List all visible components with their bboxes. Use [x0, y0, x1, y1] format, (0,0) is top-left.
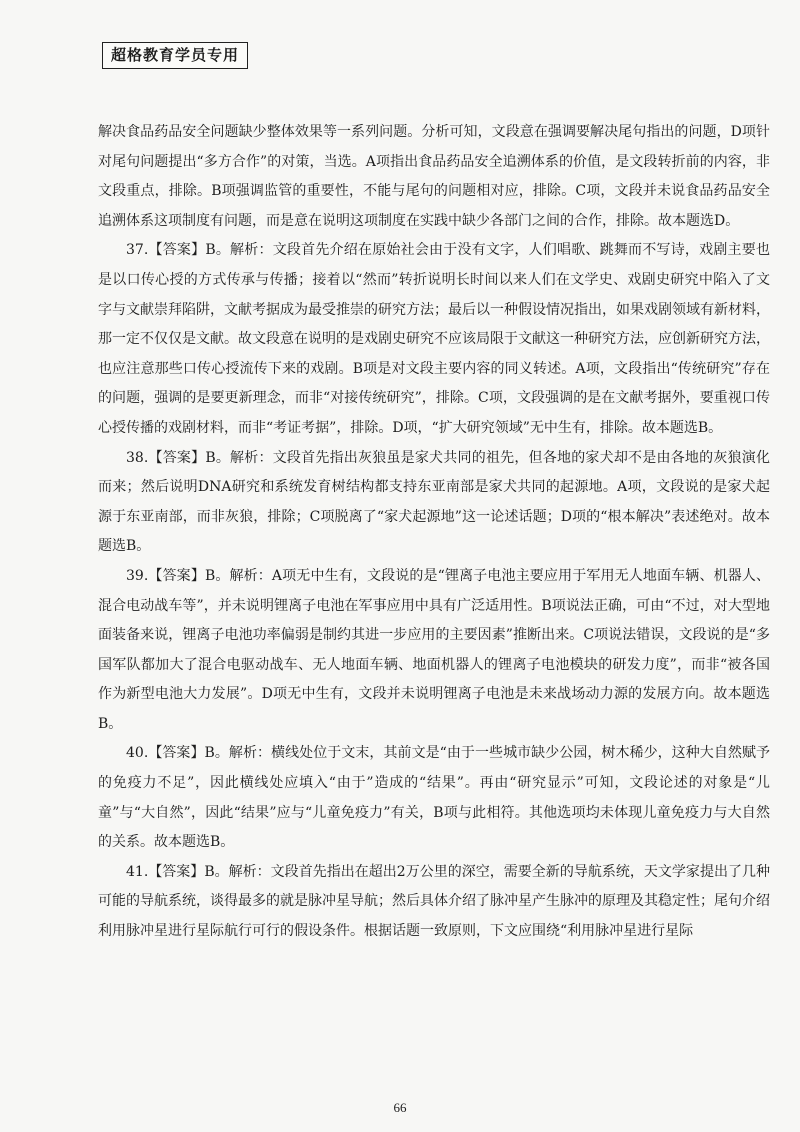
answer-explanations [98, 118, 770, 947]
paragraph-continued: 解决食品药品安全问题缺少整体效果等一系列问题。分析可知，文段意在强调要解决尾句指出的问题，D项针对尾句问题提出“多方合作”的对策，当选。A项指出食品药品安全追溯体系的价值，是文段转折前的内容，非文段重点，排除。B项强调监管的重要性，不能与尾句的问题相对应，排除。C项，文段并未说食品药品安全追溯体系这项制度有问题，而是意在说明这项制度在实践中缺少各部门之间的合作，排除。故本题选D。 [98, 124, 770, 229]
paragraph-answer-37: 37.【答案】B。解析：文段首先介绍在原始社会由于没有文字，人们唱歌、跳舞而不写诗，戏剧主要也是以口传心授的方式传承与传播；接着以“然而”转折说明长时间以来人们在文学史、戏剧史研究中陷入了文字与文献崇拜陷阱，文献考据成为最受推崇的研究方法；最后以一种假设情况指出，如果戏剧领域有新材料，那一定不仅仅是文献。故文段意在说明的是戏剧史研究不应该局限于文献这一种研究方法，应创新研究方法，也应注意那些口传心授流传下来的戏剧。B项是对文段主要内容的同义转述。A项，文段指出“传统研究”存在的问题，强调的是要更新理念，而非“对接传统研究”，排除。C项，文段强调的是在文献考据外，要重视口传心授传播的戏剧材料，而非“考证考据”，排除。D项，“扩大研究领域”无中生有，排除。故本题选B。 [98, 242, 770, 436]
paragraph-answer-41: 41.【答案】B。解析：文段首先指出在超出2万公里的深空，需要全新的导航系统，天文学家提出了几种可能的导航系统，谈得最多的就是脉冲星导航；然后具体介绍了脉冲星产生脉冲的原理及其稳定性；尾句介绍利用脉冲星进行星际航行可行的假设条件。根据话题一致原则，下文应围绕“利用脉冲星进行星际 [98, 863, 770, 940]
header-label-box [102, 42, 248, 69]
paragraph-answer-39: 39.【答案】B。解析：A项无中生有，文段说的是“锂离子电池主要应用于军用无人地面车辆、机器人、混合电动战车等”，并未说明锂离子电池在军事应用中具有广泛适用性。B项说法正确，可由“不过，对大型地面装备来说，锂离子电池功率偏弱是制约其进一步应用的主要因素”推断出来。C项说法错误，文段说的是“多国军队都加大了混合电驱动战车、无人地面车辆、地面机器人的锂离子电池模块的研发力度”，而非“被各国作为新型电池大力发展”。D项无中生有，文段并未说明锂离子电池是未来战场动力源的发展方向。故本题选B。 [98, 567, 770, 732]
paragraph-answer-38: 38.【答案】B。解析：文段首先指出灰狼虽是家犬共同的祖先，但各地的家犬却不是由各地的灰狼演化而来；然后说明DNA研究和系统发育树结构都支持东亚南部是家犬共同的起源地。A项，文段说的是家犬起源于东亚南部，而非灰狼，排除；C项脱离了“家犬起源地”这一论述话题；D项的“根本解决”表述绝对。故本题选B。 [98, 449, 770, 555]
header-label: 超格教育学员专用 [111, 46, 240, 64]
paragraph-answer-40: 40.【答案】B。解析：横线处位于文末，其前文是“由于一些城市缺少公园，树木稀少，这种大自然赋予的免疫力不足”，因此横线处应填入“由于”造成的“结果”。再由“研究显示”可知，文段论述的对象是“儿童”与“大自然”，因此“结果”应与“儿童免疫力”有关，B项与此相符。其他选项均未体现儿童免疫力与大自然的关系。故本题选B。 [98, 745, 770, 851]
page-number: 66 [393, 1100, 407, 1115]
